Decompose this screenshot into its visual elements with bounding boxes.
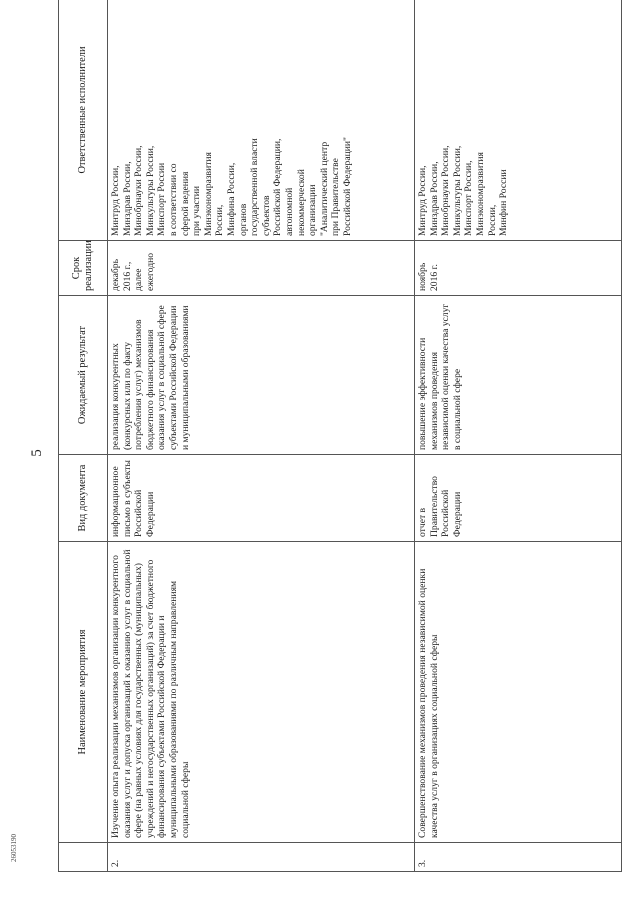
responsible-executors: Минтруд России, Минздрав России, Минобрнауки России, Минкультуры России, Минспорт России в соответствии со сферой ведения при участии Минэкономразвития России, Минфина России, органов государственной власти субъектов Российской Федерации, автономной некоммерческой организации "Аналитический центр при Правительстве Российской Федерации" (108, 0, 415, 241)
expected-result: повышение эффективности механизмов проведения независимой оценки качества услуг в социальной сфере (415, 296, 622, 455)
header-name: Наименование мероприятия (59, 542, 108, 843)
table-row (108, 0, 415, 872)
responsible-executors: Минтруд России, Минздрав России, Минобрнауки России, Минкультуры России, Минспорт России, Минэкономразвития России, Минфин России (415, 0, 622, 241)
measures-table (58, 0, 622, 872)
row-number: 3. (415, 843, 622, 872)
table-header-row (59, 0, 108, 872)
expected-result: реализация конкурентных (конкурсных или по факту потребления услуг) механизмов бюджетного финансирования оказания услуг в социальной сфере субъектами Российской Федерации и муниципальными образованиями (108, 296, 415, 455)
header-doc-type: Вид документа (59, 455, 108, 542)
measure-name: Изучение опыта реализации механизмов организации конкурентного оказания услуг и допуска организаций к оказанию услуг в социальной сфере (на равных условиях для государственных (муниципальных) учреждений и негосударственных организаций) за счет бюджетного финансирования субъектами Российской Федерации и муниципальными образованиями по различным направлениям социальной сферы (108, 542, 415, 843)
measure-name: Совершенствование механизмов проведения независимой оценки качества услуг в организациях социальной сферы (415, 542, 622, 843)
table-row (415, 0, 622, 872)
rotated-table-region (58, 34, 616, 872)
header-num (59, 843, 108, 872)
header-result: Ожидаемый результат (59, 296, 108, 455)
header-term: Срок реализации (59, 241, 108, 296)
page-number: 5 (29, 449, 45, 457)
row-number: 2. (108, 843, 415, 872)
header-responsible: Ответственные исполнители (59, 0, 108, 241)
implementation-term: ноябрь 2016 г. (415, 241, 622, 296)
document-id: 26053190 (10, 834, 18, 862)
document-type: отчет в Правительство Российской Федерации (415, 455, 622, 542)
implementation-term: декабрь 2016 г., далее ежегодно (108, 241, 415, 296)
document-type: информационное письмо в субъекты Российской Федерации (108, 455, 415, 542)
